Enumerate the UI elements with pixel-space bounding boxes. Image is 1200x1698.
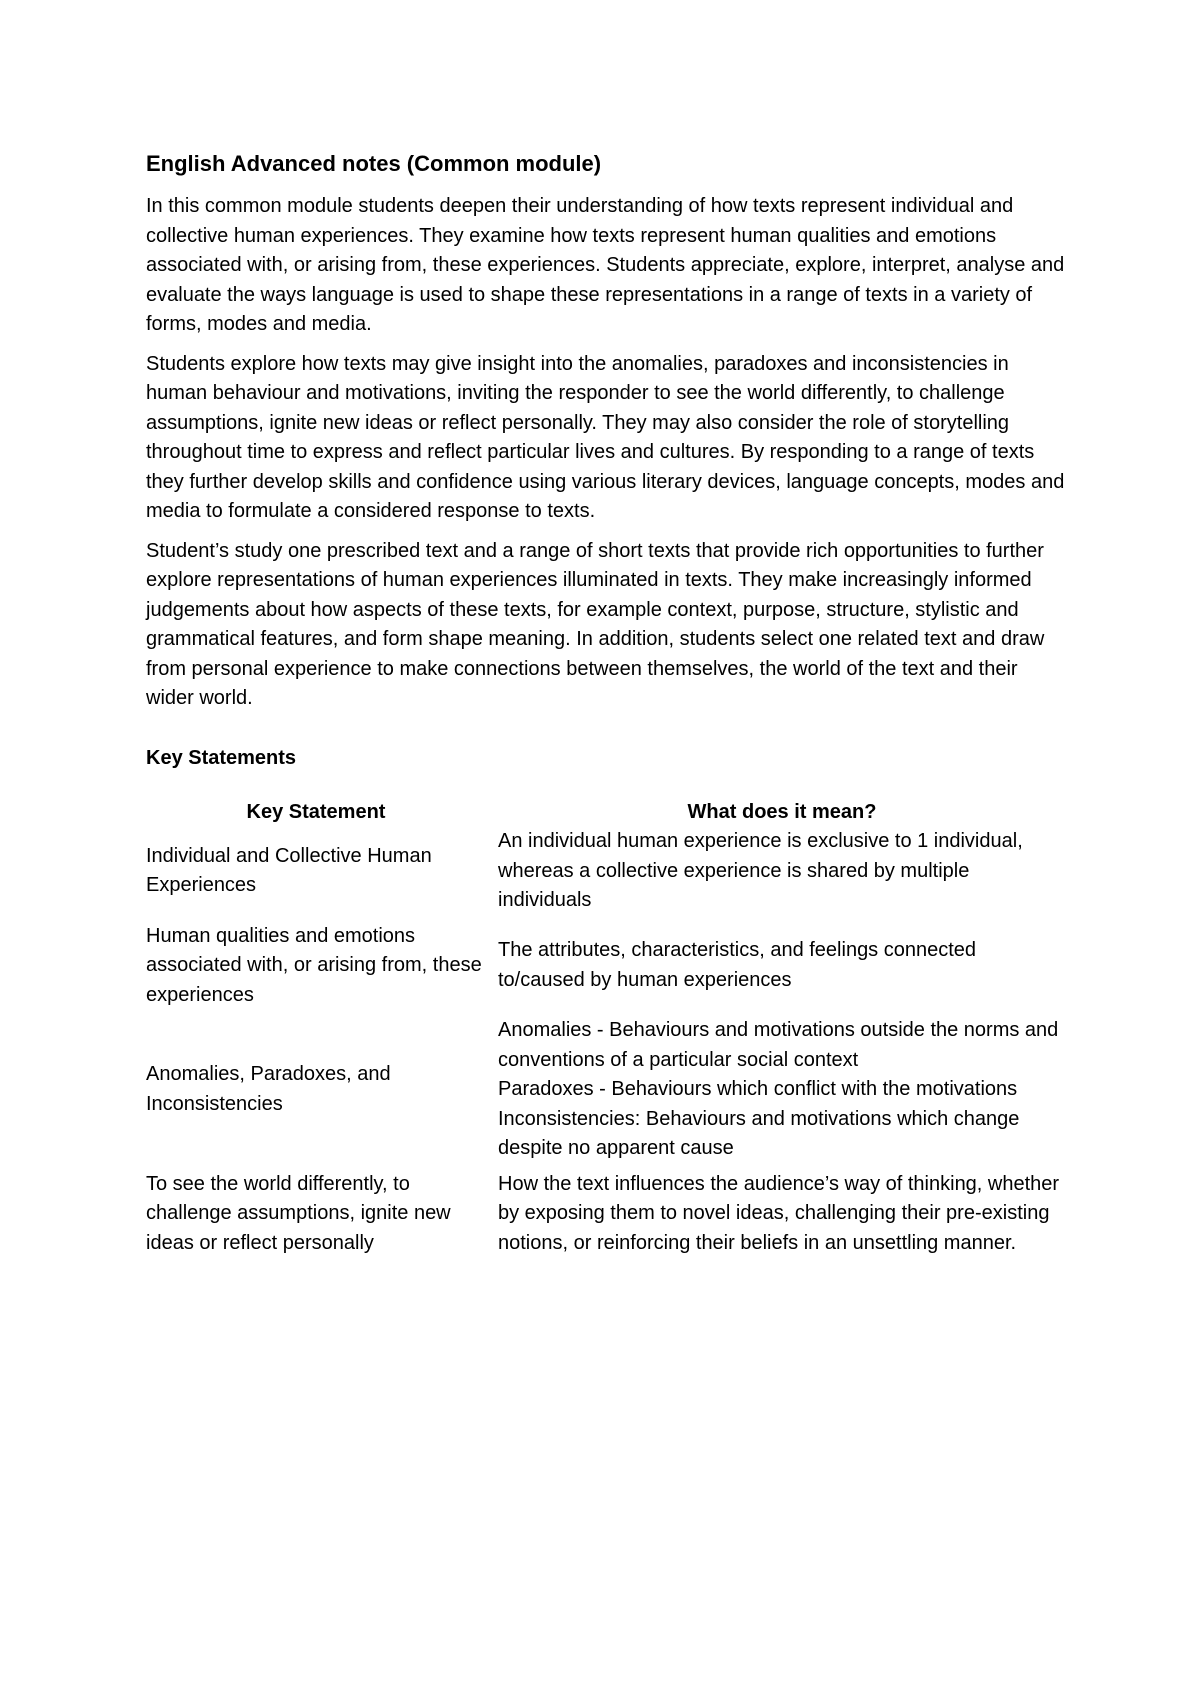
paragraph-intro: In this common module students deepen their understanding of how texts represent individual and collective human experiences. They examine how texts represent human qualities and emotions associated with, or arising from, these experiences. Students appreciate, explore, interpret, analyse and evaluate the ways language is used to shape these representations in a range of texts in a variety of forms, modes and media. bbox=[146, 195, 1065, 335]
key-statements-heading: Key Statements bbox=[146, 746, 297, 769]
table-row bbox=[146, 1170, 1066, 1265]
table-header-meaning: What does it mean? bbox=[687, 800, 877, 823]
table-row bbox=[146, 1016, 1066, 1170]
table-cell-statement: Individual and Collective Human Experiences bbox=[146, 844, 432, 897]
paragraph-study: Student’s study one prescribed text and a range of short texts that provide rich opportunities to further explore representations of human experiences illuminated in texts. They make increasingly informed judgements about how aspects of these texts, for example context, purpose, structure, stylistic and grammatical features, and form shape meaning. In addition, students select one related text and draw from personal experience to make connections between themselves, the world of the text and their wider world. bbox=[146, 539, 1045, 709]
meaning-line: The attributes, characteristics, and feelings connected to/caused by human experiences bbox=[498, 939, 977, 991]
key-statements-table bbox=[146, 792, 1066, 1265]
table-cell-statement: Human qualities and emotions associated with, or arising from, these experiences bbox=[146, 924, 482, 1006]
table-cell-meaning bbox=[498, 1170, 1066, 1265]
table-header-row bbox=[146, 792, 1066, 828]
table-header-key-statement: Key Statement bbox=[246, 800, 386, 823]
meaning-line-anomalies: Anomalies - Behaviours and motivations outside the norms and conventions of a particular social context bbox=[498, 1019, 1059, 1071]
table-row bbox=[146, 827, 1066, 922]
table-cell-statement: To see the world differently, to challenge assumptions, ignite new ideas or reflect personally bbox=[146, 1172, 451, 1254]
meaning-line: How the text influences the audience’s way of thinking, whether by exposing them to novel ideas, challenging their pre-existing notions, or reinforcing their beliefs in an unsettling manner. bbox=[498, 1172, 1060, 1254]
meaning-line-paradoxes: Paradoxes - Behaviours which conflict with the motivations bbox=[498, 1078, 1018, 1100]
table-cell-meaning bbox=[498, 1016, 1066, 1170]
table-cell-statement: Anomalies, Paradoxes, and Inconsistencies bbox=[146, 1063, 391, 1115]
table-cell-meaning bbox=[498, 922, 1066, 1017]
meaning-line-inconsistencies: Inconsistencies: Behaviours and motivations which change despite no apparent cause bbox=[498, 1107, 1020, 1159]
meaning-line: An individual human experience is exclusive to 1 individual, whereas a collective experience is shared by multiple individuals bbox=[498, 830, 1023, 911]
table-cell-meaning bbox=[498, 827, 1066, 922]
document-content bbox=[146, 150, 1066, 1264]
document-title: English Advanced notes (Common module) bbox=[146, 151, 602, 176]
paragraph-explore: Students explore how texts may give insight into the anomalies, paradoxes and inconsistencies in human behaviour and motivations, inviting the responder to see the world differently, to challenge assumptions, ignite new ideas or reflect personally. They may also consider the role of storytelling throughout time to express and reflect particular lives and cultures. By responding to a range of texts they further develop skills and confidence using various literary devices, language concepts, modes and media to formulate a considered response to texts. bbox=[146, 352, 1065, 522]
table-row bbox=[146, 922, 1066, 1017]
